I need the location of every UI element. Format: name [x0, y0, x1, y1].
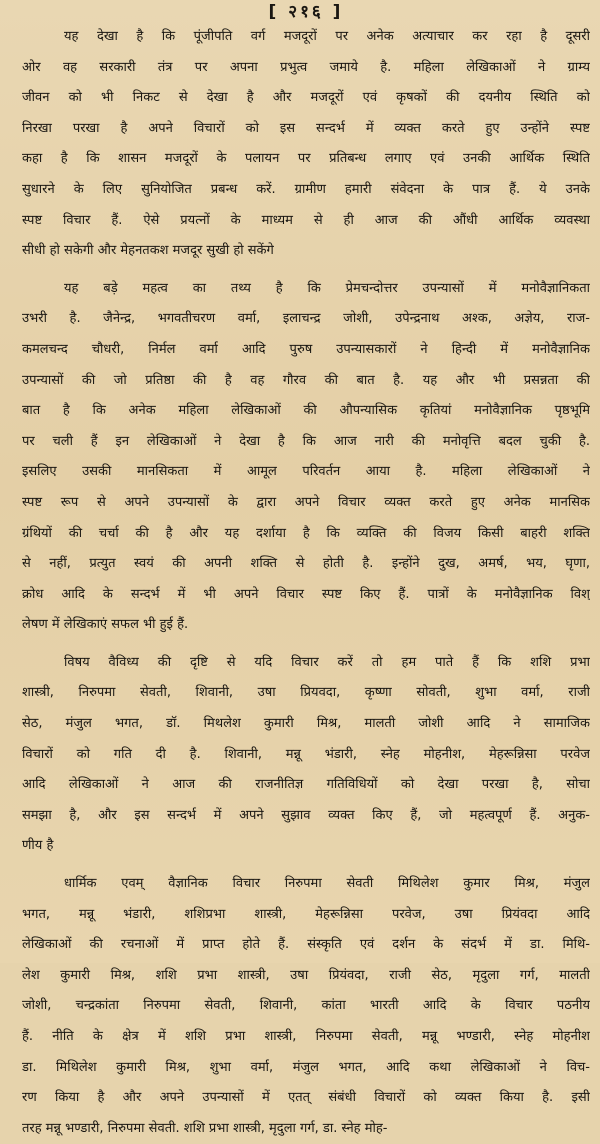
text-line: पर चली हैं इन लेखिकाओं ने देखा है कि आज नारी की मनोवृत्ति बदल चुकी है. [22, 433, 590, 449]
text-line: लेषण में लेखिकाएं सफल भी हुई हैं. [22, 617, 189, 633]
text-line: तरह मन्नू भण्डारी, निरुपमा सेवती. शशि प्रभा शास्त्री, मृदुला गर्ग, डा. स्नेह मोह- [22, 1120, 388, 1136]
text-line: णीय है [22, 838, 54, 854]
text-line: आदि लेखिकाओं ने आज की राजनीतिज्ञ गतिविधियों को देखा परखा है, सोचा [22, 777, 590, 793]
text-line: विचारों को गति दी है. शिवानी, मन्नू भंडारी, स्नेह मोहनीश, मेहरून्निसा परवेज [22, 746, 590, 762]
text-line: सुधारने के लिए सुनियोजित प्रबन्ध करें. ग्रामीण हमारी संवेदना के पात्र हैं. ये उनके [22, 181, 590, 197]
paragraph-2 [22, 274, 590, 641]
text-line: बात है कि अनेक महिला लेखिकाओं की औपन्यासिक कृतियां मनोवैज्ञानिक पृष्ठभूमि [22, 403, 590, 419]
text-line: से नहीं, प्रत्युत स्वयं की अपनी शक्ति से होती है. इन्होंने दुख, अमर्ष, भय, घृणा, [22, 556, 590, 572]
text-line: स्पष्ट रूप से अपने उपन्यासों के द्वारा अपने विचार व्यक्त करते हुए अनेक मानसिक [22, 494, 590, 510]
paragraph-4 [22, 869, 590, 1144]
text-line: डा. मिथिलेश कुमारी मिश्र, शुभा वर्मा, मंजुल भगत, आदि कथा लेखिकाओं ने विच- [22, 1059, 590, 1075]
text-line: कमलचन्द चौधरी, निर्मल वर्मा आदि पुरुष उपन्यासकारों ने हिन्दी में मनोवैज्ञानिक [22, 341, 590, 357]
text-line: जीवन को भी निकट से देखा है और मजदूरों एवं कृषकों की दयनीय स्थिति को [22, 90, 590, 106]
text-line: लेश कुमारी मिश्र, शशि प्रभा शास्त्री, उषा प्रियंवदा, राजी सेठ, मृदुला गर्ग, मालती [22, 967, 590, 983]
text-line: क्रोध आदि के सन्दर्भ में भी अपने विचार स्पष्ट किए हैं. पात्रों के मनोवैज्ञानिक विश् [22, 586, 590, 602]
text-line: ग्रंथियों की चर्चा की है और यह दर्शाया है कि व्यक्ति की विजय किसी बाहरी शक्ति [22, 525, 590, 541]
text-line: यह बड़े महत्व का तथ्य है कि प्रेमचन्दोत्तर उपन्यासों में मनोवैज्ञानिकता [64, 280, 590, 296]
text-line: रण किया है और अपने उपन्यासों में एतत् संबंधी विचारों को व्यक्त किया है. इसी [22, 1090, 590, 1106]
text-line: यह देखा है कि पूंजीपति वर्ग मजदूरों पर अनेक अत्याचार कर रहा है दूसरी [64, 29, 590, 44]
page-number: [ २१६ ] [268, 2, 344, 22]
text-line: इसलिए उसकी मानसिकता में आमूल परिवर्तन आया है. महिला लेखिकाओं ने [22, 464, 590, 480]
text-line: सीधी हो सकेगी और मेहनतकश मजदूर सुखी हो सकेंगे [22, 243, 274, 259]
text-line: भगत, मन्नू भंडारी, शशिप्रभा शास्त्री, मेहरून्निसा परवेज, उषा प्रियंवदा आदि [22, 906, 590, 922]
text-line: लेखिकाओं की रचनाओं में प्राप्त होते हैं. संस्कृति एवं दर्शन के संदर्भ में डा. मिथि- [22, 937, 590, 953]
text-line: विषय वैविध्य की दृष्टि से यदि विचार करें तो हम पाते हैं कि शशि प्रभा [64, 654, 590, 670]
text-line: कहा है कि शासन मजदूरों के पलायन पर प्रतिबन्ध लगाए एवं उनकी आर्थिक स्थिति [22, 151, 590, 167]
text-line: जोशी, चन्द्रकांता निरुपमा सेवती, शिवानी, कांता भारती आदि के विचार पठनीय [22, 998, 590, 1014]
paragraph-1 [22, 22, 590, 267]
text-line: स्पष्ट विचार हैं. ऐसे प्रयत्नों के माध्यम से ही आज की औंधी आर्थिक व्यवस्था [22, 212, 590, 228]
text-line: निरखा परखा है अपने विचारों को इस सन्दर्भ में व्यक्त करते हुए उन्होंने स्पष्ट [22, 120, 590, 136]
body-text [22, 22, 590, 1144]
text-line: उभरी है. जैनेन्द्र, भगवतीचरण वर्मा, इलाचन्द्र जोशी, उपेन्द्रनाथ अश्क, अज्ञेय, राज- [22, 311, 590, 327]
paragraph-3 [22, 648, 590, 862]
text-line: शास्त्री, निरुपमा सेवती, शिवानी, उषा प्रियवदा, कृष्णा सोवती, शुभा वर्मा, राजी [22, 685, 590, 701]
text-line: ओर वह सरकारी तंत्र पर अपना प्रभुत्व जमाये है. महिला लेखिकाओं ने ग्राम्य [22, 59, 590, 75]
text-line: हैं. नीति के क्षेत्र में शशि प्रभा शास्त्री, निरुपमा सेवती, मन्नू भण्डारी, स्नेह मोहनीश [22, 1029, 590, 1044]
text-line: उपन्यासों की जो प्रतिष्ठा की है वह गौरव की बात है. यह और भी प्रसन्नता की [22, 372, 590, 388]
text-line: सेठ, मंजुल भगत, डॉ. मिथलेश कुमारी मिश्र, मालती जोशी आदि ने सामाजिक [22, 716, 590, 732]
text-line: समझा है, और इस सन्दर्भ में अपने सुझाव व्यक्त किए हैं, जो महत्वपूर्ण हैं. अनुक- [22, 807, 590, 823]
text-line: धार्मिक एवम् वैज्ञानिक विचार निरुपमा सेवती मिथिलेश कुमार मिश्र, मंजुल [64, 876, 590, 892]
